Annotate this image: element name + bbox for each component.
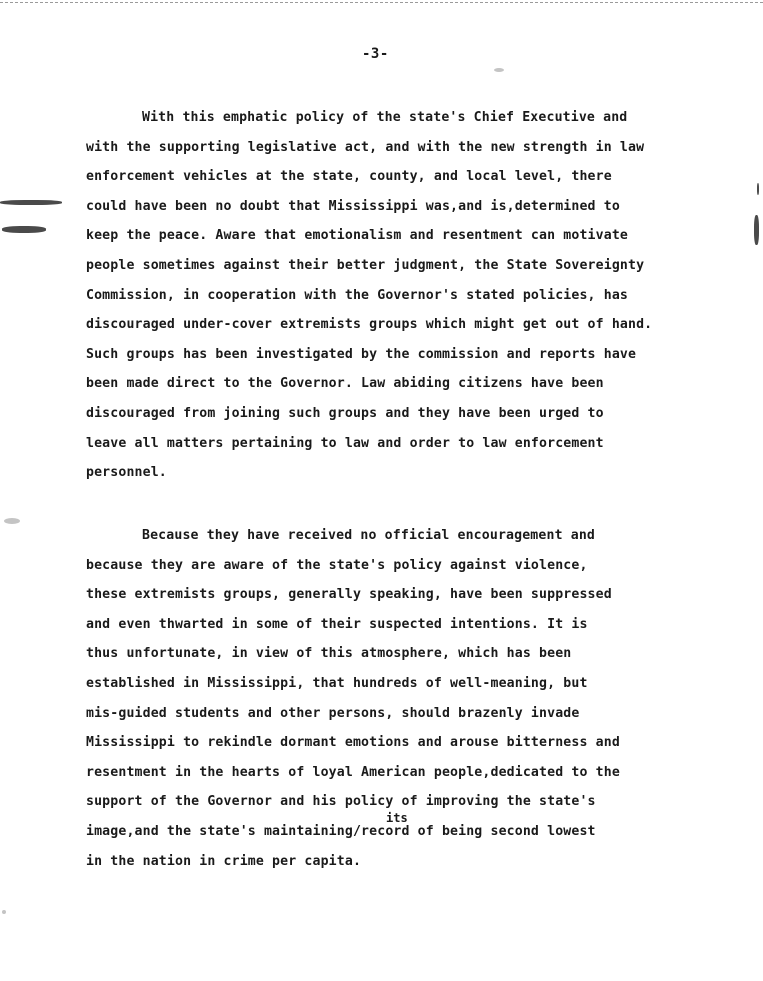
text-line: Commission, in cooperation with the Governor's stated policies, has — [86, 287, 628, 303]
page-top-edge — [0, 2, 763, 3]
text-line: personnel. — [86, 465, 167, 481]
scan-smudge — [757, 183, 759, 195]
text-line: discouraged under-cover extremists groups which might get out of hand. — [86, 317, 653, 333]
text-line: thus unfortunate, in view of this atmosphere, which has been — [86, 646, 572, 662]
text-line: Because they have received no official encouragement and — [142, 528, 596, 543]
text-line: support of the Governor and his policy of improving the state's — [86, 794, 596, 810]
scan-smudge — [754, 215, 759, 245]
text-line: discouraged from joining such groups and they have been urged to — [86, 405, 604, 421]
text-line: Mississippi to rekindle dormant emotions and arouse bitterness and — [86, 735, 620, 751]
text-line: these extremists groups, generally speaking, have been suppressed — [86, 587, 612, 603]
text-line: mis-guided students and other persons, should brazenly invade — [86, 705, 580, 721]
text-line: enforcement vehicles at the state, county, and local level, there — [86, 169, 612, 185]
text-line: with the supporting legislative act, and with the new strength in law — [86, 139, 645, 155]
text-line: could have been no doubt that Mississippi was,and is,determined to — [86, 198, 620, 214]
text-line: in the nation in crime per capita. — [86, 853, 362, 869]
text-line: resentment in the hearts of loyal American people,dedicated to the — [86, 764, 620, 780]
scan-speck — [494, 68, 504, 72]
scan-smudge — [0, 200, 62, 205]
interlinear-insert: its — [386, 811, 408, 825]
page-number: -3- — [362, 46, 389, 62]
text-line: leave all matters pertaining to law and order to law enforcement — [86, 435, 604, 451]
text-line: keep the peace. Aware that emotionalism and resentment can motivate — [86, 228, 628, 244]
text-line: because they are aware of the state's policy against violence, — [86, 557, 588, 573]
text-line: Such groups has been investigated by the commission and reports have — [86, 346, 637, 362]
text-line: image,and the state's maintaining/record of being second lowest — [86, 823, 596, 839]
scan-speck — [2, 910, 6, 914]
text-line: been made direct to the Governor. Law abiding citizens have been — [86, 376, 604, 392]
scan-speck — [4, 518, 20, 524]
text-line: and even thwarted in some of their suspected intentions. It is — [86, 616, 588, 632]
text-line: established in Mississippi, that hundreds of well-meaning, but — [86, 675, 588, 691]
paragraph-1 — [86, 103, 726, 488]
text-line: With this emphatic policy of the state's Chief Executive and — [142, 110, 628, 125]
text-line: people sometimes against their better judgment, the State Sovereignty — [86, 257, 645, 273]
scan-smudge — [2, 226, 46, 233]
